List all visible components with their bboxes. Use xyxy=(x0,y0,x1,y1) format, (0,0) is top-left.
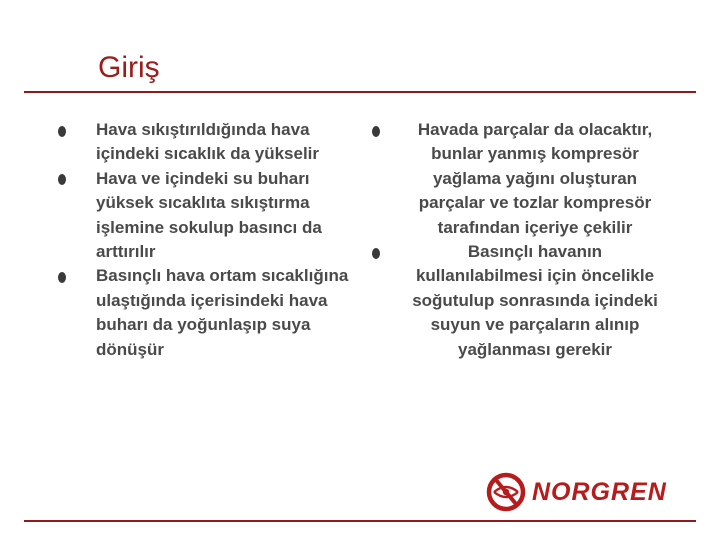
bullet-dot-icon xyxy=(372,126,380,137)
bullet-text: Hava ve içindeki su buharı yüksek sıcaklıta sıkıştırma işlemine sokulup basıncı da arttırılır xyxy=(96,168,322,262)
list-item xyxy=(58,264,348,362)
bullet-text: Basınçlı havanın kullanılabilmesi için öncelikle soğutulup sonrasında içindeki suyun ve parçaların alınıp yağlanması gerekir xyxy=(412,242,658,359)
left-bullet-list xyxy=(58,118,348,362)
bullet-text: Hava sıkıştırıldığında hava içindeki sıcaklık da yükselir xyxy=(96,120,320,164)
bullet-dot-icon xyxy=(58,272,66,283)
slide-title: Giriş xyxy=(98,51,160,84)
norgren-circle-logo-icon xyxy=(486,472,526,512)
norgren-wordmark: NORGREN xyxy=(532,478,667,506)
list-item xyxy=(372,240,672,362)
bullet-dot-icon xyxy=(58,126,66,137)
title-divider xyxy=(24,91,696,93)
list-item xyxy=(372,118,672,240)
right-bullet-list xyxy=(372,118,672,362)
bullet-dot-icon xyxy=(372,248,380,259)
bullet-dot-icon xyxy=(58,174,66,185)
list-item xyxy=(58,118,348,167)
list-item xyxy=(58,167,348,265)
bullet-text: Havada parçalar da olacaktır, bunlar yanmış kompresör yağlama yağını oluşturan parçalar ve tozlar kompresör tarafından içeriye çekilir xyxy=(417,120,653,237)
norgren-logo xyxy=(486,472,698,512)
bullet-text: Basınçlı hava ortam sıcaklığına ulaştığında içerisindeki hava buharı da yoğunlaşıp suya dönüşür xyxy=(96,266,349,359)
footer-divider xyxy=(24,520,696,522)
